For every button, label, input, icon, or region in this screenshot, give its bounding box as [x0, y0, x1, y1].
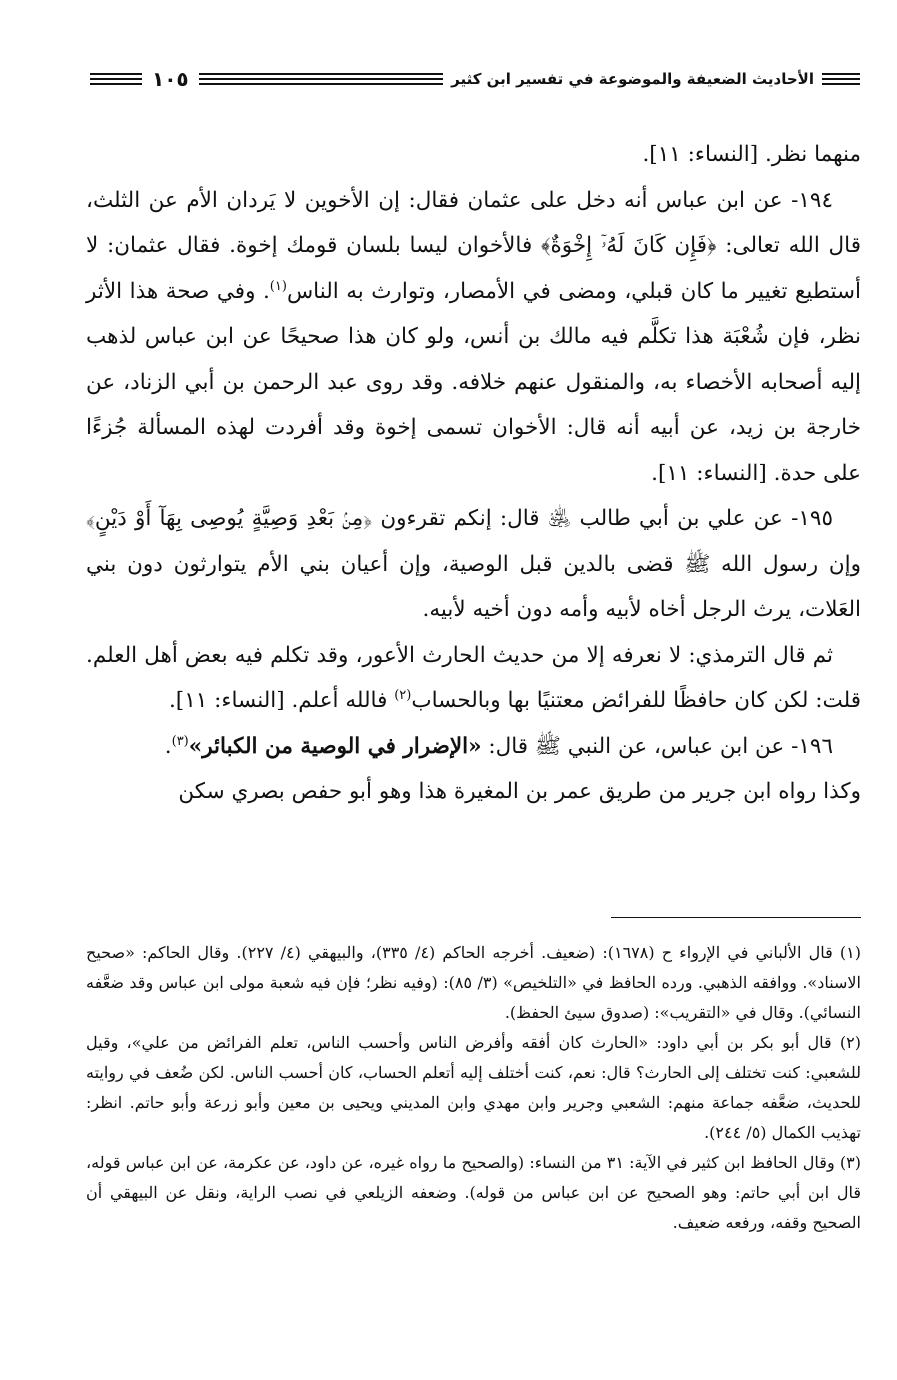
- text-span: ١٩٤- عن ابن عباس أنه دخل على عثمان فقال: إن الأخوين لا يَردان الأم عن الثلث، قال الله تعالى: ﴿فَإِن كَانَ لَهُۥٓ إِخْوَةٌ﴾ فالأخوان ليسا بلسان قومك إخوة. فقال عثمان: لا أستطيع تغيير ما كان قبلي، ومضى في الأمصار، وتوارث به الناس: [86, 187, 861, 304]
- footnote-3: (٣) وقال الحافظ ابن كثير في الآية: ٣١ من النساء: (والصحيح ما رواه غيره، عن داود، عن عكرمة، عن ابن عباس قوله، قال ابن أبي حاتم: وهو الصحيح عن ابن عباس من قوله). وضعفه الزيلعي في نصب الراية، ونقل عن البيهقي أن الصحيح وقفه، ورفعه ضعيف.: [86, 1153, 861, 1232]
- paragraph-continuation: [86, 132, 861, 178]
- hadith-195: [86, 496, 861, 633]
- paragraph-continued: [86, 769, 861, 815]
- header-rule-middle: [199, 73, 444, 85]
- tirmidhi-comment: [86, 633, 861, 724]
- page-number: ١٠٥: [152, 67, 189, 91]
- main-text: [86, 132, 861, 815]
- footnotes: [86, 938, 861, 1238]
- running-title: الأحاديث الضعيفة والموضوعة في تفسير ابن كثير: [451, 70, 814, 88]
- text-span: ١٩٥- عن علي بن أبي طالب ﵁ قال: إنكم تقرءون ﴿مِنۢ بَعْدِ وَصِيَّةٍ يُوصِى بِهَآ أَوْ دَيْنٍ﴾ وإن رسول الله ﷺ قضى بالدين قبل الوصية، وإن أعيان بني الأم يتوارثون دون بني العَلات، يرث الرجل أخاه لأبيه وأمه دون أخيه لأبيه.: [86, 506, 861, 622]
- text-span: وكذا رواه ابن جرير من طريق عمر بن المغيرة هذا وهو أبو حفص بصري سكن: [178, 779, 861, 804]
- hadith-194: [86, 178, 861, 497]
- hadith-196: [86, 724, 861, 770]
- hadith-quote: «الإضرار في الوصية من الكبائر»: [188, 733, 482, 759]
- text-span: ١٩٦- عن ابن عباس، عن النبي ﷺ قال:: [481, 733, 833, 759]
- text-span: فالله أعلم. [النساء: ١١].: [168, 688, 395, 713]
- footnote-ref-3[interactable]: (٣): [171, 733, 189, 749]
- text-span: .: [164, 733, 172, 759]
- running-header: [90, 64, 860, 94]
- text-span: ثم قال الترمذي: لا نعرفه إلا من حديث الحارث الأعور، وقد تكلم فيه بعض أهل العلم. قلت: لكن كان حافظًا للفرائض معتنيًا بها وبالحساب: [86, 642, 861, 713]
- footnote-1: (١) قال الألباني في الإرواء ح (١٦٧٨): (ضعيف. أخرجه الحاكم (٤/ ٣٣٥)، والبيهقي (٤/ ٢٢٧). وقال الحاكم: «صحيح الاسناد». ووافقه الذهبي. ورده الحافظ في «التلخيص» (٣/ ٨٥): (وفيه نظر؛ فإن فيه شعبة مولى ابن عباس وقد ضعَّفه النسائي). وقال في «التقريب»: (صدوق سيئ الحفظ).: [86, 943, 862, 1022]
- footnote-ref-1[interactable]: (١): [269, 278, 287, 294]
- footnote-separator: [611, 917, 861, 918]
- text-span: منهما نظر. [النساء: ١١].: [642, 142, 861, 167]
- header-rule-right: [822, 73, 860, 85]
- footnote-ref-2[interactable]: (٢): [394, 687, 412, 703]
- text-span: . وفي صحة هذا الأثر نظر، فإن شُعْبَة هذا تكلَّم فيه مالك بن أنس، ولو كان هذا صحيحًا عن ابن عباس لذهب إليه أصحابه الأخصاء به، والمنقول عنهم خلافه. وقد روى عبد الرحمن بن أبي الزناد، عن خارجة بن زيد، عن أبيه أنه قال: الأخوان تسمى إخوة وقد أفردت لهذه المسألة جُزءًا على حدة. [النساء: ١١].: [86, 278, 861, 486]
- footnote-2: (٢) قال أبو بكر بن أبي داود: «الحارث كان أفقه وأفرض الناس وأحسب الناس، تعلم الفرائض من علي»، وقيل للشعبي: كنت تختلف إلى الحارث؟ قال: نعم، كنت أختلف إليه أتعلم الحساب، كان أحسب الناس. لكن ضُعف في روايته للحديث، ضعَّفه جماعة منهم: الشعبي وجرير وابن مهدي وابن المديني ويحيى بن معين وأبو زرعة وأبو حاتم. انظر: تهذيب الكمال (٥/ ٢٤٤).: [86, 1033, 861, 1142]
- header-rule-left: [90, 73, 142, 85]
